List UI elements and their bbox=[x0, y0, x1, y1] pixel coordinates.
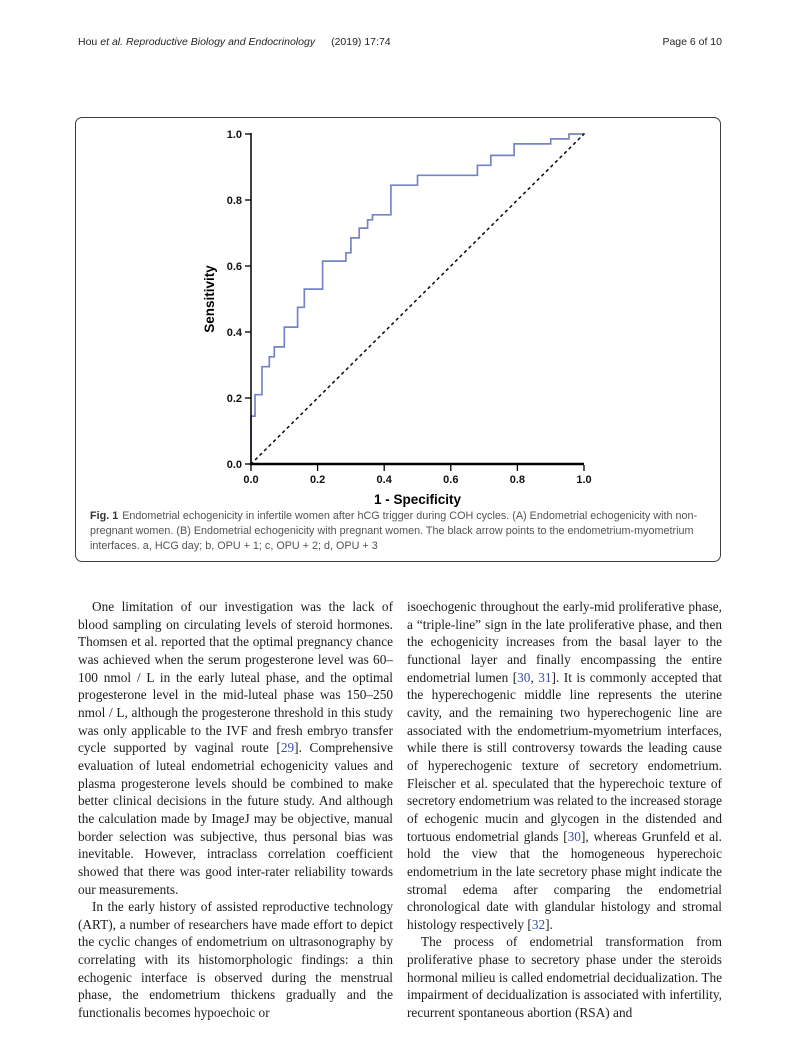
running-header bbox=[78, 36, 722, 48]
header-page-number: Page 6 of 10 bbox=[662, 36, 722, 48]
y-tick-label: 1.0 bbox=[226, 129, 242, 141]
header-journal-title: et al. Reproductive Biology and Endocrinology bbox=[100, 36, 316, 48]
x-tick-label: 0.6 bbox=[443, 474, 459, 486]
citation-ref[interactable]: 29 bbox=[280, 740, 295, 756]
y-tick-label: 0.8 bbox=[226, 195, 242, 207]
text-run: , bbox=[530, 669, 539, 685]
body-paragraph bbox=[407, 933, 722, 1021]
y-tick-label: 0.6 bbox=[226, 261, 242, 273]
body-column-left bbox=[78, 598, 393, 1022]
body-column-right bbox=[407, 598, 722, 1022]
y-tick-label: 0.4 bbox=[226, 327, 242, 339]
text-run: isoechogenic throughout the early-mid proliferative phase, a “triple-line” sign in the late proliferative phase, and then the echogenicity increases from the basal layer to the functional layer and finally encompassing the entire endometrial lumen [ bbox=[407, 599, 722, 685]
text-run: In the early history of assisted reproductive technology (ART), a number of researchers have made effort to depict the cyclic changes of endometrium on ultrasonography by correlating with its histomorphologic findings: a thin echogenic interface is observed during the menstrual phase, the endometrium thickens gradually and the functionalis becomes hypoechoic or bbox=[78, 899, 393, 1021]
body-paragraph bbox=[78, 898, 393, 1022]
x-tick-label: 0.4 bbox=[376, 474, 392, 486]
text-run: One limitation of our investigation was the lack of blood sampling on circulating levels of steroid hormones. Thomsen et al. reported that the optimal pregnancy chance was achieved when the serum progesterone level was 60–100 nmol / L in the early luteal phase, and the optimal progesterone level in the mid-luteal phase was 150–250 nmol / L, although the progesterone threshold in this study was only applicable to the IVF and fresh embryo transfer cycle supported by vaginal route [ bbox=[78, 599, 393, 756]
figure-caption bbox=[90, 509, 708, 553]
body-paragraph bbox=[78, 598, 393, 898]
text-run: ]. Comprehensive evaluation of luteal endometrial echogenicity values and plasma progesterone levels should be combined to make better clinical decisions in the future study. And although the calculation made by ImageJ may be objective, manual border selection was subjective, thus personal bias was inevitable. However, intraclass correlation coefficient showed that there was good inter-rater reliability towards our measurements. bbox=[78, 740, 393, 897]
citation-ref[interactable]: 30 bbox=[567, 828, 581, 844]
text-run: The process of endometrial transformation from proliferative phase to secretory phase under the steroids hormonal milieu is called endometrial decidualization. The impairment of decidualization is associated with infertility, recurrent spontaneous abortion (RSA) and bbox=[407, 934, 722, 1021]
header-author: Hou bbox=[78, 36, 98, 48]
text-run: ]. It is commonly accepted that the hyperechogenic middle line represents the uterine cavity, and the remaining two hyperechogenic line are associated with the endometrium-myometrium interfaces, while there is still controversy towards the leading cause of hyperechogenic texture of secretory endometrium. Fleischer et al. speculated that the hyperechoic texture of secretory endometrium was related to the increased storage of echogenic mucin and glycogen in the distended and tortuous endometrial glands [ bbox=[407, 669, 722, 844]
header-issue: (2019) 17:74 bbox=[331, 36, 391, 48]
x-axis-label: 1 - Specificity bbox=[373, 492, 462, 507]
header-citation bbox=[78, 36, 391, 48]
x-tick-label: 1.0 bbox=[576, 474, 592, 486]
x-tick-label: 0.8 bbox=[509, 474, 526, 486]
x-tick-label: 0.2 bbox=[309, 474, 326, 486]
citation-ref[interactable]: 30 bbox=[517, 669, 531, 685]
figure-caption-text: Endometrial echogenicity in infertile women after hCG trigger during COH cycles. (A) Endometrial echogenicity with non-pregnant women. (B) Endometrial echogenicity with pregnant women. The black arrow points to the endometrium-myometrium interfaces. a, HCG day; b, OPU + 1; c, OPU + 2; d, OPU + 3 bbox=[90, 510, 698, 552]
citation-ref[interactable]: 31 bbox=[538, 669, 552, 685]
roc-chart bbox=[76, 118, 722, 508]
x-tick-label: 0.0 bbox=[243, 474, 259, 486]
y-tick-label: 0.0 bbox=[226, 459, 242, 471]
body-paragraph bbox=[407, 598, 722, 933]
figure-panel bbox=[75, 117, 721, 562]
text-run: ], whereas Grunfeld et al. hold the view that the homogeneous hyperechoic endometrium in the late secretory phase might indicate the stromal edema after comparing the endometrial chronological date with glandular histology and stromal histology respectively [ bbox=[407, 828, 722, 932]
figure-caption-label: Fig. 1 bbox=[90, 510, 119, 522]
y-axis-label: Sensitivity bbox=[202, 265, 217, 333]
y-tick-label: 0.2 bbox=[226, 393, 242, 405]
citation-ref[interactable]: 32 bbox=[531, 916, 546, 932]
text-run: ]. bbox=[545, 916, 553, 932]
